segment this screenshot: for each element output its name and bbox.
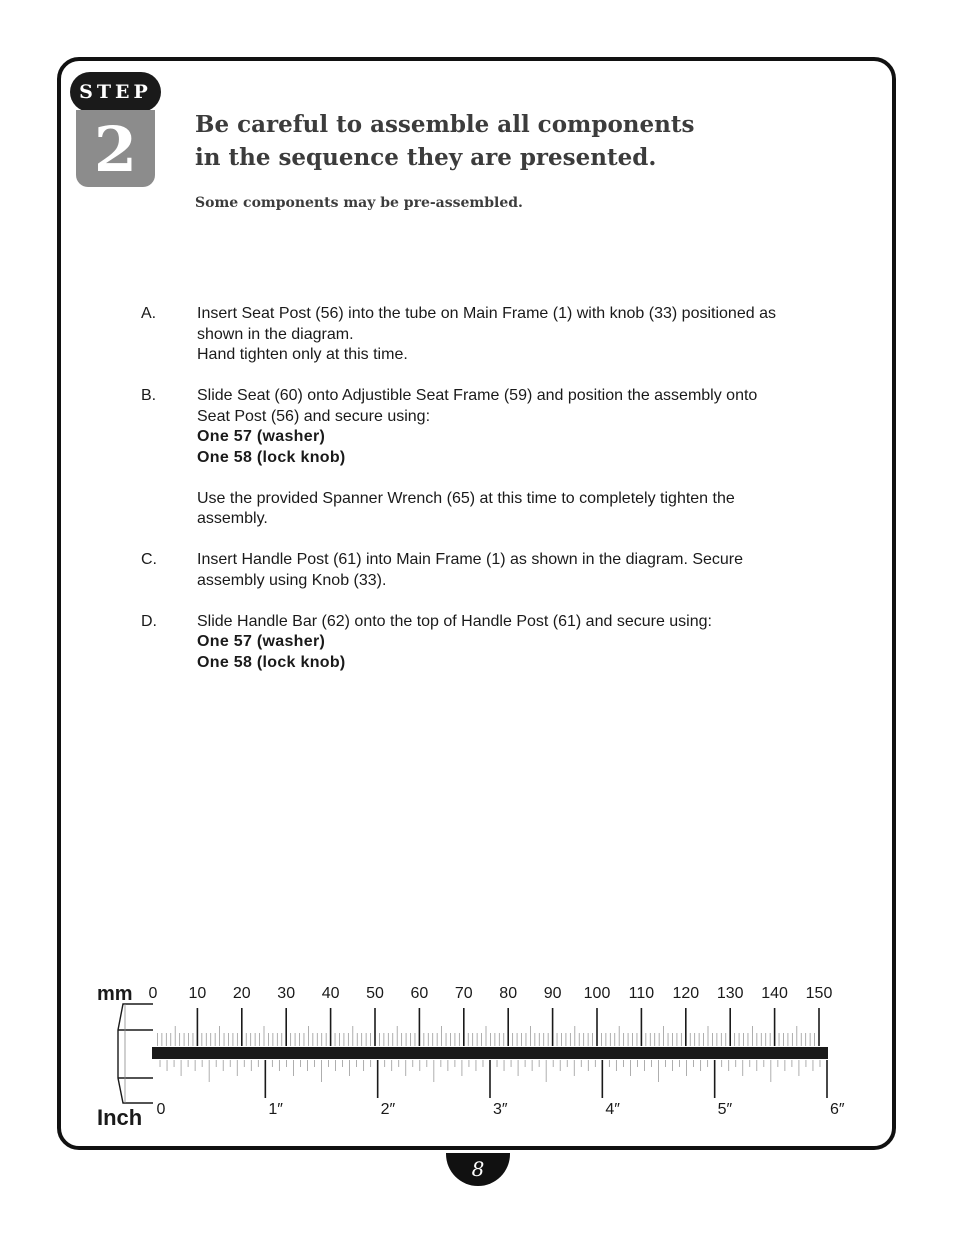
inch-label: Inch <box>97 1105 143 1130</box>
mm-tick-label: 140 <box>761 985 788 1002</box>
mm-tick-label: 30 <box>277 985 296 1002</box>
instruction-line: assembly. <box>197 510 268 527</box>
instruction-letter: C. <box>141 551 157 568</box>
mm-label: mm <box>97 983 133 1005</box>
instruction-line: Slide Handle Bar (62) onto the top of Handle Post (61) and secure using: <box>197 612 712 630</box>
heading-line-1: Be careful to assemble all components <box>195 111 695 138</box>
instruction-line: Insert Seat Post (56) into the tube on Main Frame (1) with knob (33) positioned as <box>197 305 776 322</box>
mm-minor-ticks <box>157 1026 814 1046</box>
mm-tick-label: 100 <box>583 985 611 1002</box>
mm-tick-label: 130 <box>716 985 744 1002</box>
step-number: 2 <box>76 110 155 187</box>
mm-tick-label: 10 <box>188 985 207 1002</box>
inch-tick-label: 0 <box>156 1101 166 1118</box>
inch-tick-label: 6″ <box>830 1101 845 1118</box>
instruction-line: Use the provided Spanner Wrench (65) at this time to completely tighten the <box>197 489 735 507</box>
step-label: STEP <box>70 72 161 112</box>
heading-line-2: in the sequence they are presented. <box>195 144 657 171</box>
page-number: 8 <box>446 1153 510 1186</box>
mm-tick-label: 120 <box>672 985 700 1002</box>
mm-tick-label: 110 <box>628 985 655 1002</box>
mm-tick-label: 60 <box>410 985 429 1002</box>
hardware-washer: One 57 (washer) <box>197 428 326 445</box>
inch-tick-label: 5″ <box>717 1101 733 1118</box>
hardware-lock-knob: One 58 (lock knob) <box>197 653 346 671</box>
inch-tick-label: 3″ <box>493 1101 508 1118</box>
instruction-line: assembly using Knob (33). <box>197 571 387 589</box>
hardware-lock-knob: One 58 (lock knob) <box>197 448 346 466</box>
bolt-head-icon <box>118 1004 153 1103</box>
mm-tick-label: 70 <box>454 985 473 1002</box>
ruler-bar <box>152 1047 828 1059</box>
mm-tick-label: 80 <box>499 985 518 1002</box>
inch-tick-label: 4″ <box>605 1101 620 1118</box>
mm-tick-label: 150 <box>805 985 833 1002</box>
mm-tick-label: 0 <box>148 985 158 1002</box>
mm-tick-label: 40 <box>321 985 340 1002</box>
instruction-letter: A. <box>141 305 157 322</box>
hardware-washer: One 57 (washer) <box>197 633 326 650</box>
subheading: Some components may be pre-assembled. <box>195 195 523 211</box>
instruction-line: Seat Post (56) and secure using: <box>197 407 431 425</box>
mm-tick-labels <box>149 985 833 1002</box>
mm-tick-label: 50 <box>366 985 384 1002</box>
instruction-line: Insert Handle Post (61) into Main Frame (1) as shown in the diagram. Secure <box>197 551 744 568</box>
instruction-line: Hand tighten only at this time. <box>197 346 408 363</box>
instruction-letter: B. <box>141 387 157 404</box>
instruction-line: Slide Seat (60) onto Adjustible Seat Frame (59) and position the assembly onto <box>197 387 758 404</box>
mm-tick-label: 90 <box>543 985 562 1002</box>
mm-tick-label: 20 <box>232 985 251 1002</box>
instruction-letter: D. <box>141 612 157 630</box>
inch-tick-label: 1″ <box>268 1101 283 1118</box>
inch-tick-label: 2″ <box>380 1101 396 1118</box>
instruction-line: shown in the diagram. <box>197 325 354 343</box>
inch-tick-labels <box>157 1101 845 1118</box>
